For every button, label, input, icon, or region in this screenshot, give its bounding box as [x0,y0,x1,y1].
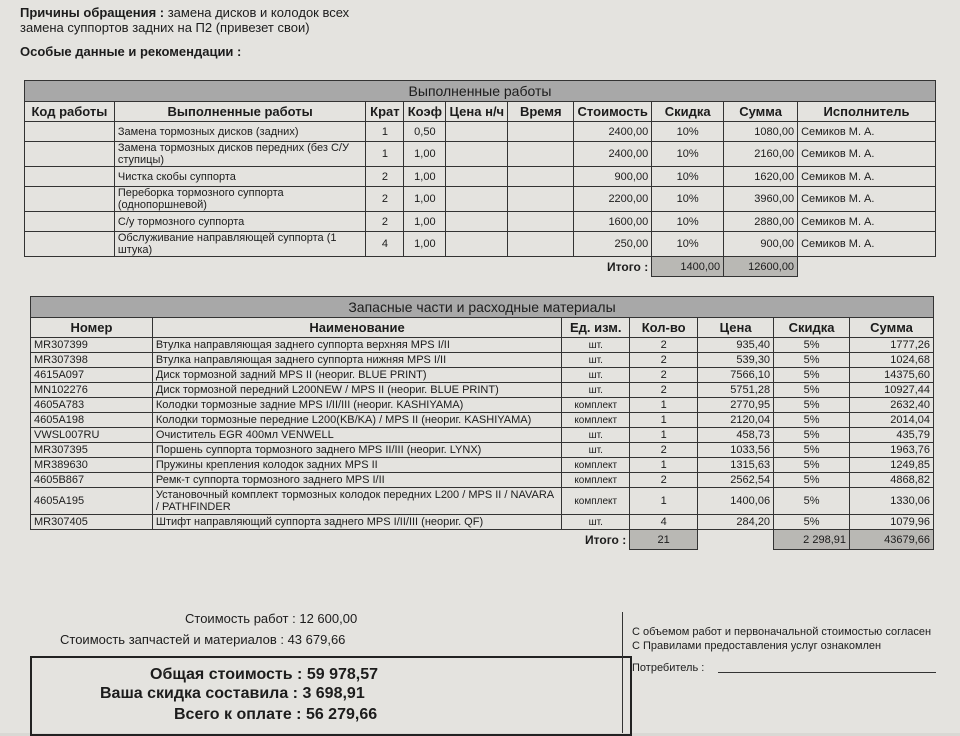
parts-cost-label: Стоимость запчастей и материалов : [60,632,284,647]
works-cell-discount: 10% [652,232,724,257]
parts-cost-line [60,632,345,647]
works-cell-koef: 1,00 [404,142,446,167]
parts-cell-qty: 1 [630,488,698,515]
works-cell-sum: 2160,00 [724,142,798,167]
works-cell-cost: 2400,00 [574,142,652,167]
works-cell-code [25,142,115,167]
parts-cell-price: 284,20 [698,515,774,530]
parts-cell-sum: 2014,04 [850,413,934,428]
works-cell-krat: 1 [366,142,404,167]
parts-col-header: Цена [698,318,774,338]
works-cell-time [508,212,574,232]
works-cell-cost: 2400,00 [574,122,652,142]
parts-cell-price: 1315,63 [698,458,774,473]
works-cell-krat: 2 [366,167,404,187]
works-cell-code [25,122,115,142]
works-col-header: Крат [366,102,404,122]
parts-cell-discount: 5% [774,413,850,428]
works-cell-executor: Семиков М. А. [798,167,936,187]
pay-label: Всего к оплате : [174,706,302,723]
works-cell-name: Чистка скобы суппорта [114,167,366,187]
works-cell-koef: 1,00 [404,187,446,212]
parts-cell-qty: 2 [630,338,698,353]
works-cell-executor: Семиков М. А. [798,187,936,212]
parts-row [31,488,934,515]
parts-row [31,353,934,368]
parts-header-row [31,318,934,338]
works-col-header: Стоимость [574,102,652,122]
parts-cell-price: 2120,04 [698,413,774,428]
parts-cell-qty: 2 [630,353,698,368]
works-cell-time [508,167,574,187]
works-cell-time [508,122,574,142]
parts-cell-price: 935,40 [698,338,774,353]
works-cell-code [25,232,115,257]
works-row [25,187,936,212]
parts-cell-num: MR307398 [31,353,153,368]
works-total-sum: 12600,00 [724,257,798,277]
works-row [25,212,936,232]
work-cost-line [185,611,357,626]
parts-cell-unit: шт. [562,368,630,383]
parts-cell-sum: 14375,60 [850,368,934,383]
works-cell-code [25,187,115,212]
parts-cell-name: Установочный комплект тормозных колодок передних L200 / MPS II / NAVARA / PATHFINDER [152,488,561,515]
parts-cell-num: 4605A783 [31,398,153,413]
works-cell-koef: 1,00 [404,167,446,187]
works-cell-cost: 2200,00 [574,187,652,212]
parts-cell-num: 4605B867 [31,473,153,488]
parts-cell-qty: 2 [630,473,698,488]
parts-cell-num: MR307399 [31,338,153,353]
works-total-discount: 1400,00 [652,257,724,277]
works-col-header: Время [508,102,574,122]
parts-cell-sum: 1024,68 [850,353,934,368]
discount-line [100,685,365,703]
works-total-label: Итого : [607,259,649,274]
parts-row [31,383,934,398]
parts-cell-discount: 5% [774,368,850,383]
parts-col-header: Сумма [850,318,934,338]
parts-cell-num: VWSL007RU [31,428,153,443]
parts-cell-name: Колодки тормозные задние MPS I/II/III (неориг. KASHIYAMA) [152,398,561,413]
parts-cell-discount: 5% [774,515,850,530]
parts-cell-qty: 2 [630,383,698,398]
parts-cell-name: Диск тормозной задний MPS II (неориг. BLUE PRINT) [152,368,561,383]
pay-line [174,706,377,724]
parts-cell-unit: комплект [562,458,630,473]
works-cell-name: Переборка тормозного суппорта (однопоршневой) [114,187,366,212]
parts-col-header: Скидка [774,318,850,338]
works-cell-price-h [446,232,508,257]
works-col-header: Выполненные работы [114,102,366,122]
parts-cell-num: 4615A097 [31,368,153,383]
parts-cell-price: 539,30 [698,353,774,368]
works-col-header: Цена н/ч [446,102,508,122]
total-line [150,666,378,684]
parts-cell-qty: 2 [630,443,698,458]
works-cell-sum: 3960,00 [724,187,798,212]
parts-cell-discount: 5% [774,353,850,368]
consumer-label: Потребитель : [632,662,705,674]
reason-line1: замена дисков и колодок всех [167,5,350,20]
works-col-header: Коэф [404,102,446,122]
works-cell-name: Замена тормозных дисков (задних) [114,122,366,142]
parts-col-header: Кол-во [630,318,698,338]
parts-row [31,398,934,413]
works-cell-price-h [446,167,508,187]
parts-cell-unit: шт. [562,515,630,530]
parts-cell-sum: 4868,82 [850,473,934,488]
parts-cell-qty: 4 [630,515,698,530]
parts-cell-qty: 2 [630,368,698,383]
parts-cell-qty: 1 [630,413,698,428]
reason-label: Причины обращения : [20,5,165,20]
reason-block [20,5,349,35]
works-cell-executor: Семиков М. А. [798,212,936,232]
works-cell-koef: 1,00 [404,212,446,232]
works-table [24,80,936,277]
parts-cell-unit: шт. [562,443,630,458]
parts-cell-discount: 5% [774,383,850,398]
works-cell-name: Обслуживание направляющей суппорта (1 штука) [114,232,366,257]
parts-row [31,443,934,458]
parts-cell-discount: 5% [774,398,850,413]
parts-cell-price: 1400,06 [698,488,774,515]
parts-cell-qty: 1 [630,398,698,413]
works-cell-krat: 2 [366,212,404,232]
parts-row [31,338,934,353]
works-col-header: Скидка [652,102,724,122]
parts-cell-discount: 5% [774,338,850,353]
works-cell-executor: Семиков М. А. [798,122,936,142]
parts-cell-name: Втулка направляющая заднего суппорта нижняя MPS I/II [152,353,561,368]
works-total-row [25,257,936,277]
works-cell-koef: 0,50 [404,122,446,142]
parts-cell-price: 7566,10 [698,368,774,383]
parts-cell-num: MR389630 [31,458,153,473]
works-cell-cost: 250,00 [574,232,652,257]
works-cell-price-h [446,142,508,167]
parts-row [31,458,934,473]
parts-cell-name: Втулка направляющая заднего суппорта верхняя MPS I/II [152,338,561,353]
works-row [25,232,936,257]
works-cell-discount: 10% [652,212,724,232]
works-row [25,167,936,187]
works-cell-price-h [446,187,508,212]
parts-cell-sum: 1330,06 [850,488,934,515]
parts-cell-price: 2562,54 [698,473,774,488]
parts-col-header: Наименование [152,318,561,338]
parts-cell-num: 4605A198 [31,413,153,428]
parts-cell-price: 458,73 [698,428,774,443]
parts-cell-unit: шт. [562,383,630,398]
works-cell-discount: 10% [652,187,724,212]
parts-cell-sum: 1963,76 [850,443,934,458]
total-label: Общая стоимость : [150,666,303,683]
parts-row [31,413,934,428]
parts-cell-discount: 5% [774,443,850,458]
parts-total-row [31,530,934,550]
works-cell-time [508,232,574,257]
works-cell-sum: 900,00 [724,232,798,257]
works-cell-price-h [446,122,508,142]
discount-value: 3 698,91 [302,685,365,702]
parts-cell-unit: комплект [562,488,630,515]
works-cell-cost: 1600,00 [574,212,652,232]
works-cell-time [508,142,574,167]
parts-cell-name: Пружины крепления колодок задних MPS II [152,458,561,473]
parts-col-header: Номер [31,318,153,338]
parts-cell-price: 5751,28 [698,383,774,398]
parts-total-sum: 43679,66 [850,530,934,550]
parts-table [30,296,934,550]
special-label: Особые данные и рекомендации : [20,44,242,59]
works-cell-name: С/у тормозного суппорта [114,212,366,232]
consent-line1: С объемом работ и первоначальной стоимостью согласен [632,626,932,638]
parts-cell-unit: комплект [562,413,630,428]
parts-cell-num: MN102276 [31,383,153,398]
works-col-header: Код работы [25,102,115,122]
works-cell-krat: 4 [366,232,404,257]
parts-cell-discount: 5% [774,428,850,443]
works-cell-time [508,187,574,212]
works-cell-code [25,212,115,232]
work-cost-value: 12 600,00 [299,611,358,626]
works-cell-krat: 1 [366,122,404,142]
parts-cell-sum: 435,79 [850,428,934,443]
parts-cell-unit: шт. [562,428,630,443]
parts-row [31,428,934,443]
works-cell-executor: Семиков М. А. [798,232,936,257]
parts-row [31,368,934,383]
consent-line2: С Правилами предоставления услуг ознакомлен [632,640,882,652]
works-row [25,122,936,142]
parts-cell-name: Ремк-т суппорта тормозного заднего MPS I/II [152,473,561,488]
parts-cell-price: 2770,95 [698,398,774,413]
works-cell-discount: 10% [652,122,724,142]
parts-cell-name: Поршень суппорта тормозного заднего MPS II/III (неориг. LYNX) [152,443,561,458]
parts-cell-name: Диск тормозной передний L200NEW / MPS II (неориг. BLUE PRINT) [152,383,561,398]
works-col-header: Сумма [724,102,798,122]
works-cell-executor: Семиков М. А. [798,142,936,167]
parts-cell-num: MR307395 [31,443,153,458]
discount-label: Ваша скидка составила : [100,685,298,702]
parts-cell-qty: 1 [630,458,698,473]
parts-cell-unit: комплект [562,398,630,413]
parts-cell-num: MR307405 [31,515,153,530]
works-cell-koef: 1,00 [404,232,446,257]
parts-row [31,515,934,530]
parts-cell-qty: 1 [630,428,698,443]
works-cell-name: Замена тормозных дисков передних (без С/У ступицы) [114,142,366,167]
works-cell-sum: 1080,00 [724,122,798,142]
parts-row [31,473,934,488]
parts-cell-name: Очиститель EGR 400мл VENWELL [152,428,561,443]
parts-cell-unit: шт. [562,338,630,353]
parts-cell-sum: 10927,44 [850,383,934,398]
works-row [25,142,936,167]
parts-cell-discount: 5% [774,473,850,488]
parts-cell-discount: 5% [774,488,850,515]
works-col-header: Исполнитель [798,102,936,122]
work-cost-label: Стоимость работ : [185,611,296,626]
pay-value: 56 279,66 [305,706,378,723]
works-cell-discount: 10% [652,167,724,187]
total-value: 59 978,57 [306,666,379,683]
parts-total-label: Итого : [585,532,627,547]
parts-title: Запасные части и расходные материалы [31,297,934,318]
vertical-divider [622,612,623,733]
works-cell-sum: 1620,00 [724,167,798,187]
parts-total-qty: 21 [630,530,698,550]
parts-col-header: Ед. изм. [562,318,630,338]
works-cell-cost: 900,00 [574,167,652,187]
parts-cell-name: Колодки тормозные передние L200(KB/KA) / MPS II (неориг. KASHIYAMA) [152,413,561,428]
parts-total-discount: 2 298,91 [774,530,850,550]
reason-line2: замена суппортов задних на П2 (привезет свои) [20,20,310,35]
works-cell-krat: 2 [366,187,404,212]
parts-cell-name: Штифт направляющий суппорта заднего MPS I/II/III (неориг. QF) [152,515,561,530]
parts-cell-num: 4605A195 [31,488,153,515]
consumer-signature-line [718,672,936,673]
parts-cell-unit: комплект [562,473,630,488]
parts-cell-unit: шт. [562,353,630,368]
parts-cell-sum: 1079,96 [850,515,934,530]
works-cell-discount: 10% [652,142,724,167]
final-totals-box [30,656,632,736]
works-header-row [25,102,936,122]
parts-cell-discount: 5% [774,458,850,473]
parts-cell-sum: 1777,26 [850,338,934,353]
works-cell-price-h [446,212,508,232]
works-cell-sum: 2880,00 [724,212,798,232]
works-cell-code [25,167,115,187]
parts-cell-sum: 1249,85 [850,458,934,473]
parts-cell-sum: 2632,40 [850,398,934,413]
parts-cost-value: 43 679,66 [287,632,346,647]
works-title: Выполненные работы [25,81,936,102]
parts-cell-price: 1033,56 [698,443,774,458]
